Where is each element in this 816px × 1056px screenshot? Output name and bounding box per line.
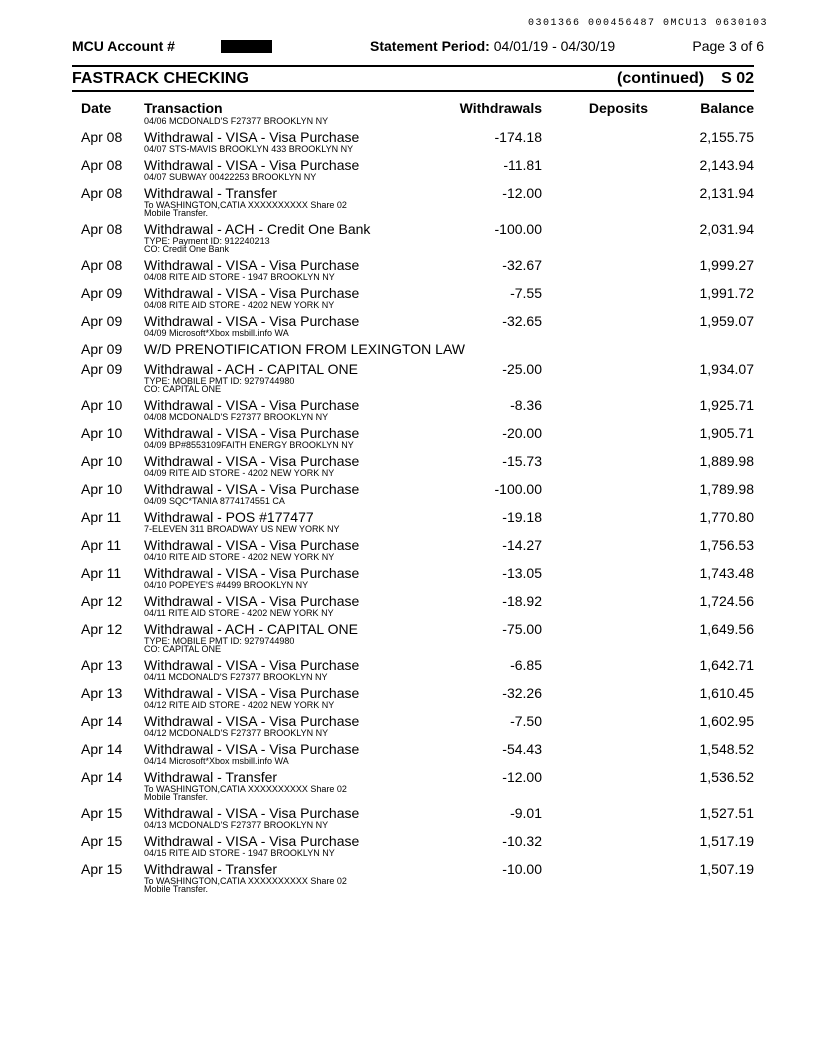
transaction-withdrawal: -8.36: [510, 397, 542, 413]
table-row: [72, 341, 754, 359]
transaction-date: Apr 10: [81, 425, 123, 441]
transaction-line: [72, 425, 754, 443]
account-label: MCU Account #: [72, 38, 175, 54]
transaction-balance: 1,770.80: [699, 509, 754, 525]
column-withdrawals: Withdrawals: [459, 100, 542, 116]
section-continued: (continued): [617, 70, 705, 87]
transaction-description: Withdrawal - VISA - Visa Purchase: [144, 397, 360, 413]
transaction-description: Withdrawal - VISA - Visa Purchase: [144, 657, 360, 673]
transaction-detail: 04/08 RITE AID STORE - 1947 BROOKLYN NY: [144, 272, 335, 282]
transaction-description: Withdrawal - ACH - Credit One Bank: [144, 221, 371, 237]
transaction-balance: 1,934.07: [699, 361, 754, 377]
transaction-balance: 1,649.56: [699, 621, 754, 637]
transaction-withdrawal: -12.00: [502, 769, 542, 785]
transaction-withdrawal: -11.81: [503, 157, 542, 173]
section-heading: [72, 70, 754, 90]
transaction-date: Apr 13: [81, 685, 123, 701]
transaction-description: Withdrawal - VISA - Visa Purchase: [144, 481, 360, 497]
transaction-date: Apr 09: [81, 341, 123, 357]
transaction-detail: 04/10 RITE AID STORE - 4202 NEW YORK NY: [144, 552, 335, 562]
transaction-detail: Mobile Transfer.: [144, 208, 209, 218]
table-row: [72, 453, 754, 479]
transaction-description: Withdrawal - VISA - Visa Purchase: [144, 425, 360, 441]
transaction-description: Withdrawal - VISA - Visa Purchase: [144, 713, 360, 729]
transaction-detail: TYPE: MOBILE PMT ID: 9279744980: [144, 636, 295, 646]
transaction-line: [72, 341, 754, 359]
transaction-withdrawal: -32.67: [502, 257, 542, 273]
transaction-line: [72, 805, 754, 823]
transaction-detail: 7-ELEVEN 311 BROADWAY US NEW YORK NY: [144, 524, 340, 534]
transaction-line: [72, 285, 754, 303]
transaction-withdrawal: -18.92: [502, 593, 542, 609]
transaction-withdrawal: -7.55: [510, 285, 542, 301]
transaction-date: Apr 12: [81, 621, 123, 637]
transaction-description: Withdrawal - Transfer: [144, 185, 278, 201]
table-row: [72, 157, 754, 183]
transaction-date: Apr 15: [81, 833, 123, 849]
transaction-description: Withdrawal - VISA - Visa Purchase: [144, 157, 360, 173]
transaction-detail: 04/15 RITE AID STORE - 1947 BROOKLYN NY: [144, 848, 335, 858]
transaction-detail: 04/08 MCDONALD'S F27377 BROOKLYN NY: [144, 412, 329, 422]
transaction-withdrawal: -25.00: [502, 361, 542, 377]
section-divider: [72, 90, 754, 92]
transaction-description: Withdrawal - VISA - Visa Purchase: [144, 685, 360, 701]
transaction-detail: 04/08 RITE AID STORE - 4202 NEW YORK NY: [144, 300, 335, 310]
table-row: [72, 257, 754, 283]
column-headers: [72, 100, 754, 116]
transaction-date: Apr 09: [81, 313, 123, 329]
transaction-description: Withdrawal - VISA - Visa Purchase: [144, 537, 360, 553]
transaction-line: [72, 565, 754, 583]
transaction-line: [72, 537, 754, 555]
table-row: [72, 685, 754, 711]
transaction-detail: Mobile Transfer.: [144, 792, 209, 802]
transaction-date: Apr 08: [81, 157, 123, 173]
transaction-description: W/D PRENOTIFICATION FROM LEXINGTON LAW: [144, 341, 465, 357]
transaction-balance: 1,959.07: [699, 313, 754, 329]
transaction-description: Withdrawal - VISA - Visa Purchase: [144, 453, 360, 469]
table-row: [72, 129, 754, 155]
transaction-date: Apr 11: [81, 537, 122, 553]
transaction-detail: 04/11 MCDONALD'S F27377 BROOKLYN NY: [144, 672, 328, 682]
transaction-withdrawal: -20.00: [502, 425, 542, 441]
transaction-withdrawal: -12.00: [502, 185, 542, 201]
table-row: [72, 565, 754, 591]
transaction-withdrawal: -6.85: [510, 657, 542, 673]
transaction-detail: To WASHINGTON,CATIA XXXXXXXXXX Share 02: [144, 876, 347, 886]
transaction-detail: 04/10 POPEYE'S #4499 BROOKLYN NY: [144, 580, 309, 590]
table-row: [72, 657, 754, 683]
transaction-detail: To WASHINGTON,CATIA XXXXXXXXXX Share 02: [144, 200, 347, 210]
transaction-line: [72, 685, 754, 703]
table-row: [72, 509, 754, 535]
column-transaction: Transaction: [144, 100, 223, 116]
transaction-date: Apr 11: [81, 565, 122, 581]
transaction-balance: 1,991.72: [699, 285, 754, 301]
transaction-date: Apr 15: [81, 805, 123, 821]
transaction-date: Apr 14: [81, 741, 123, 757]
transaction-date: Apr 11: [81, 509, 122, 525]
transaction-date: Apr 10: [81, 453, 123, 469]
transaction-line: [72, 313, 754, 331]
transaction-description: Withdrawal - VISA - Visa Purchase: [144, 257, 360, 273]
transaction-balance: 1,724.56: [699, 593, 754, 609]
transaction-detail: 04/12 RITE AID STORE - 4202 NEW YORK NY: [144, 700, 335, 710]
table-row: [72, 361, 754, 395]
transaction-list: [72, 118, 754, 895]
transaction-balance: 1,925.71: [699, 397, 754, 413]
table-row: [72, 713, 754, 739]
transaction-detail: 04/09 BP#8553109FAITH ENERGY BROOKLYN NY: [144, 440, 354, 450]
transaction-balance: 1,602.95: [699, 713, 754, 729]
table-row: [72, 769, 754, 803]
transaction-balance: 1,743.48: [699, 565, 754, 581]
table-row: [72, 397, 754, 423]
transaction-withdrawal: -10.00: [502, 861, 542, 877]
transaction-line: [72, 361, 754, 379]
transaction-detail: Mobile Transfer.: [144, 884, 209, 894]
transaction-detail: 04/07 STS-MAVIS BROOKLYN 433 BROOKLYN NY: [144, 144, 354, 154]
transaction-line: [72, 157, 754, 175]
transaction-description: Withdrawal - ACH - CAPITAL ONE: [144, 361, 358, 377]
section-title: FASTRACK CHECKING: [72, 70, 249, 87]
transaction-line: [72, 769, 754, 787]
transaction-date: Apr 09: [81, 285, 123, 301]
transaction-detail: 04/13 MCDONALD'S F27377 BROOKLYN NY: [144, 820, 329, 830]
transaction-description: Withdrawal - VISA - Visa Purchase: [144, 565, 360, 581]
transaction-description: Withdrawal - VISA - Visa Purchase: [144, 833, 360, 849]
transaction-line: [72, 713, 754, 731]
transaction-date: Apr 08: [81, 257, 123, 273]
transaction-balance: 1,642.71: [699, 657, 754, 673]
transaction-date: Apr 12: [81, 593, 123, 609]
transaction-description: Withdrawal - VISA - Visa Purchase: [144, 313, 360, 329]
transaction-withdrawal: -19.18: [502, 509, 542, 525]
transaction-detail: 04/07 SUBWAY 00422253 BROOKLYN NY: [144, 172, 317, 182]
transaction-line: [72, 257, 754, 275]
transaction-description: Withdrawal - Transfer: [144, 769, 278, 785]
transaction-description: Withdrawal - POS #177477: [144, 509, 314, 525]
transaction-detail: 04/14 Microsoft*Xbox msbill.info WA: [144, 756, 289, 766]
table-row: [72, 833, 754, 859]
statement-header: [72, 38, 764, 54]
transaction-withdrawal: -100.00: [494, 221, 542, 237]
transaction-line: [72, 861, 754, 879]
transaction-line: [72, 621, 754, 639]
table-row: [72, 537, 754, 563]
transaction-line: [72, 397, 754, 415]
table-row: [72, 741, 754, 767]
transaction-balance: 1,789.98: [699, 481, 754, 497]
transaction-withdrawal: -32.26: [502, 685, 542, 701]
transaction-description: Withdrawal - VISA - Visa Purchase: [144, 593, 360, 609]
transaction-balance: 1,527.51: [699, 805, 754, 821]
transaction-date: Apr 10: [81, 397, 123, 413]
transaction-balance: 1,548.52: [699, 741, 754, 757]
transaction-balance: 1,507.19: [699, 861, 754, 877]
transaction-balance: 1,536.52: [699, 769, 754, 785]
transaction-withdrawal: -174.18: [494, 129, 542, 145]
table-row: [72, 313, 754, 339]
transaction-detail: 04/09 Microsoft*Xbox msbill.info WA: [144, 328, 289, 338]
transaction-detail: TYPE: Payment ID: 912240213: [144, 236, 270, 246]
transaction-withdrawal: -100.00: [494, 481, 542, 497]
transaction-date: Apr 13: [81, 657, 123, 673]
table-row: [72, 593, 754, 619]
transaction-balance: 1,517.19: [699, 833, 754, 849]
transaction-withdrawal: -75.00: [502, 621, 542, 637]
transaction-detail: 04/09 RITE AID STORE - 4202 NEW YORK NY: [144, 468, 335, 478]
transaction-description: Withdrawal - VISA - Visa Purchase: [144, 805, 360, 821]
transaction-withdrawal: -7.50: [510, 713, 542, 729]
transaction-line: [72, 657, 754, 675]
transaction-line: [72, 509, 754, 527]
transaction-line: [72, 185, 754, 203]
transaction-detail: CO: Credit One Bank: [144, 244, 230, 254]
transaction-withdrawal: -10.32: [502, 833, 542, 849]
transaction-detail: 04/11 RITE AID STORE - 4202 NEW YORK NY: [144, 608, 334, 618]
transaction-line: [72, 593, 754, 611]
transaction-detail: 04/12 MCDONALD'S F27377 BROOKLYN NY: [144, 728, 329, 738]
transaction-date: Apr 08: [81, 185, 123, 201]
transaction-withdrawal: -13.05: [502, 565, 542, 581]
statement-page: [72, 0, 768, 1056]
column-balance: Balance: [700, 100, 754, 116]
header-divider: [72, 65, 754, 67]
transaction-balance: 1,610.45: [699, 685, 754, 701]
transaction-date: Apr 09: [81, 361, 123, 377]
transaction-detail: To WASHINGTON,CATIA XXXXXXXXXX Share 02: [144, 784, 347, 794]
transaction-withdrawal: -54.43: [502, 741, 542, 757]
transaction-date: Apr 14: [81, 769, 123, 785]
transaction-description: Withdrawal - ACH - CAPITAL ONE: [144, 621, 358, 637]
section-code: S 02: [721, 70, 754, 87]
transaction-date: Apr 08: [81, 221, 123, 237]
transaction-line: [72, 741, 754, 759]
table-row: [72, 621, 754, 655]
redacted-account-number: [221, 40, 272, 53]
table-row: [72, 185, 754, 219]
table-row: [72, 861, 754, 895]
transaction-balance: 1,905.71: [699, 425, 754, 441]
column-date: Date: [81, 100, 112, 116]
transaction-line: [72, 221, 754, 239]
transaction-date: Apr 08: [81, 129, 123, 145]
transaction-withdrawal: -15.73: [502, 453, 542, 469]
transaction-detail: TYPE: MOBILE PMT ID: 9279744980: [144, 376, 295, 386]
transaction-balance: 2,155.75: [699, 129, 754, 145]
table-row: [72, 285, 754, 311]
transaction-balance: 2,131.94: [699, 185, 754, 201]
transaction-line: [72, 481, 754, 499]
transaction-balance: 1,889.98: [699, 453, 754, 469]
period-label: Statement Period:: [370, 38, 490, 54]
transaction-description: Withdrawal - VISA - Visa Purchase: [144, 129, 360, 145]
transaction-balance: 1,999.27: [699, 257, 754, 273]
transaction-withdrawal: -32.65: [502, 313, 542, 329]
transaction-balance: 2,143.94: [699, 157, 754, 173]
page-number: Page 3 of 6: [692, 38, 764, 54]
table-row: [72, 425, 754, 451]
transaction-line: [72, 453, 754, 471]
transaction-date: Apr 14: [81, 713, 123, 729]
transaction-line: [72, 129, 754, 147]
transaction-balance: 2,031.94: [699, 221, 754, 237]
transaction-description: Withdrawal - VISA - Visa Purchase: [144, 285, 360, 301]
period-value: 04/01/19 - 04/30/19: [493, 38, 616, 54]
transaction-detail: CO: CAPITAL ONE: [144, 384, 222, 394]
carryover-detail: 04/06 MCDONALD'S F27377 BROOKLYN NY: [144, 116, 329, 126]
transaction-detail: CO: CAPITAL ONE: [144, 644, 222, 654]
transaction-line: [72, 833, 754, 851]
transaction-description: Withdrawal - Transfer: [144, 861, 278, 877]
transaction-withdrawal: -14.27: [502, 537, 542, 553]
statement-period: [370, 38, 615, 54]
table-row: [72, 221, 754, 255]
transaction-date: Apr 10: [81, 481, 123, 497]
table-row: [72, 805, 754, 831]
transaction-detail: 04/09 SQC*TANIA 8774174551 CA: [144, 496, 285, 506]
transaction-withdrawal: -9.01: [510, 805, 542, 821]
transaction-date: Apr 15: [81, 861, 123, 877]
ocr-scan-line: 0301366 000456487 0MCU13 0630103: [527, 18, 768, 29]
column-deposits: Deposits: [588, 100, 648, 116]
transaction-description: Withdrawal - VISA - Visa Purchase: [144, 741, 360, 757]
table-row: [72, 481, 754, 507]
transaction-balance: 1,756.53: [699, 537, 754, 553]
